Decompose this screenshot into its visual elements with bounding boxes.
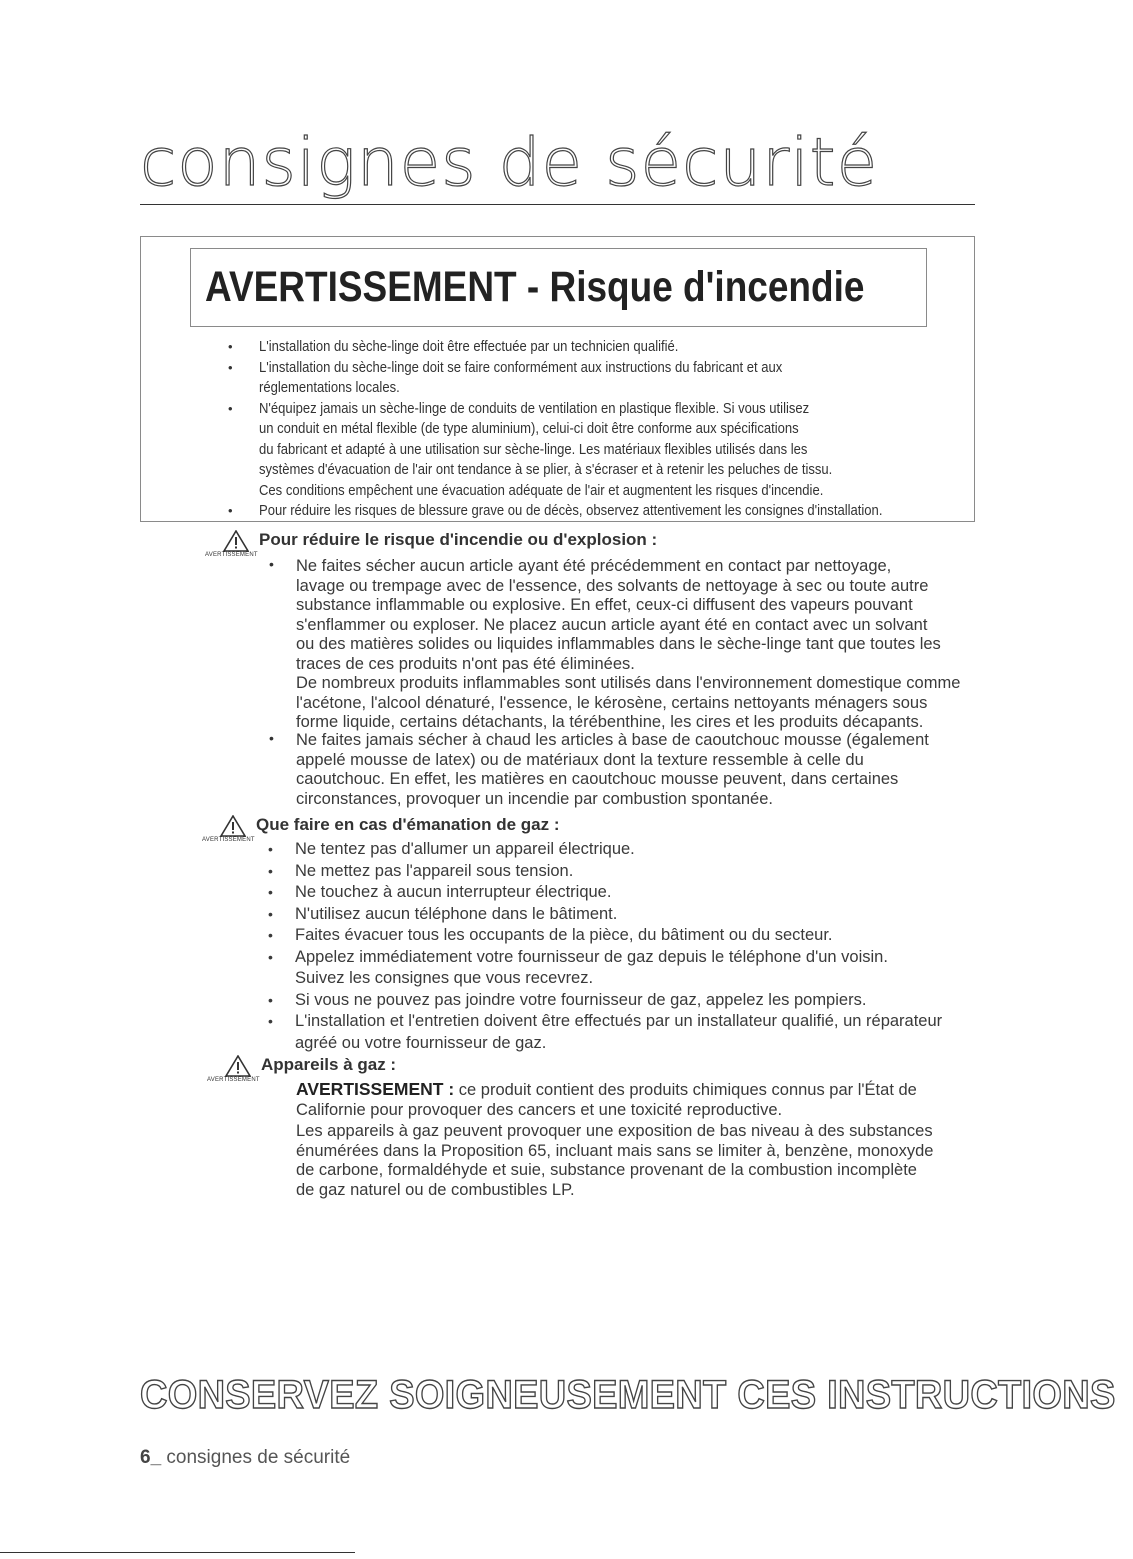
page-title: consignes de sécurité <box>140 130 975 205</box>
list-item: • L'installation du sèche-linge doit être effectuée par un technicien qualifié. <box>228 337 968 358</box>
bullet: • <box>269 556 274 572</box>
list-item: • Ne mettez pas l'appareil sous tension. <box>268 861 988 883</box>
footer-banner: CONSERVEZ SOIGNEUSEMENT CES INSTRUCTIONS <box>140 1373 1116 1417</box>
warning-badge <box>202 815 262 845</box>
list-item: • Ne touchez à aucun interrupteur électrique. <box>268 882 988 904</box>
list-item: • L'installation du sèche-linge doit se faire conformément aux instructions du fabricant et aux réglementations locales. <box>228 358 968 399</box>
gas-leak-list <box>268 839 988 1054</box>
explosion-paragraph-1: Ne faites sécher aucun article ayant été précédemment en contact par nettoyage, lavage ou trempage avec de l'essence, des solvants de nettoyage à sec ou toute autre substance inflammable ou explosive. En effet, ceux-ci diffusent des vapeurs pouvant s'enflammer ou exploser. Ne placez aucun article ayant été en contact avec un solvant ou des matières solides ou liquides inflammables dans le sèche-linge tant que toutes les traces de ces produits n'ont pas été éliminées. De nombreux produits inflammables sont utilisés dans l'environnement domestique comme l'acétone, l'alcool dénaturé, l'essence, le kérosène, certains nettoyants ménagers sous forme liquide, certains détachants, la térébenthine, les cires et les produits décapants. <box>296 557 961 731</box>
list-item: • Si vous ne pouvez pas joindre votre fournisseur de gaz, appelez les pompiers. <box>268 990 988 1012</box>
bottom-divider <box>0 1552 355 1553</box>
list-item: • Appelez immédiatement votre fournisseur de gaz depuis le téléphone d'un voisin. Suivez les consignes que vous recevrez. <box>268 947 988 990</box>
section-title: Que faire en cas d'émanation de gaz : <box>256 815 560 834</box>
fire-warning-banner <box>190 248 927 327</box>
page-footer <box>140 1447 350 1469</box>
list-item: • N'utilisez aucun téléphone dans le bâtiment. <box>268 904 988 926</box>
footer-label: consignes de sécurité <box>161 1447 351 1468</box>
warning-triangle-icon <box>225 1055 251 1077</box>
warning-tag: AVERTISSEMENT <box>205 552 258 558</box>
list-item: • N'équipez jamais un sèche-linge de conduits de ventilation en plastique flexible. Si vous utilisez un conduit en métal flexible (de type aluminium), celui-ci doit être conforme aux spécifications du fabricant et adapté à une utilisation sur sèche-linge. Les matériaux flexibles utilisés dans les systèmes d'évacuation de l'air ont tendance à se plier, à s'écraser et à retenir les peluches de tissu. Ces conditions empêchent une évacuation adéquate de l'air et augmentent les risques d'incendie. <box>228 399 968 502</box>
bullet: • <box>269 730 274 746</box>
warning-tag: AVERTISSEMENT <box>207 1077 260 1083</box>
list-item: • Pour réduire les risques de blessure grave ou de décès, observez attentivement les consignes d'installation. <box>228 501 968 522</box>
warning-triangle-icon <box>223 530 249 552</box>
list-item: • Faites évacuer tous les occupants de la pièce, du bâtiment ou du secteur. <box>268 925 988 947</box>
fire-warning-list <box>228 337 968 522</box>
warning-label: AVERTISSEMENT : <box>296 1079 455 1099</box>
gas-appliances-paragraph-1: AVERTISSEMENT : ce produit contient des produits chimiques connus par l'État de Californie pour provoquer des cancers et une toxicité reproductive. <box>296 1079 917 1119</box>
list-item: • L'installation et l'entretien doivent être effectués par un installateur qualifié, un réparateur agréé ou votre fournisseur de gaz. <box>268 1011 988 1054</box>
section-title: Pour réduire le risque d'incendie ou d'explosion : <box>259 530 658 549</box>
warning-badge <box>205 530 265 560</box>
warning-triangle-icon <box>220 815 246 837</box>
explosion-paragraph-2: Ne faites jamais sécher à chaud les articles à base de caoutchouc mousse (également appelé mousse de latex) ou de matériaux dont la texture ressemble à celle du caoutchouc. En effet, les matières en caoutchouc mousse peuvent, dans certaines circonstances, provoquer un incendie par combustion spontanée. <box>296 731 929 808</box>
list-item: • Ne tentez pas d'allumer un appareil électrique. <box>268 839 988 861</box>
fire-warning-title: AVERTISSEMENT - Risque d'incendie <box>205 263 865 311</box>
section-title: Appareils à gaz : <box>261 1055 397 1074</box>
page-number: 6_ <box>140 1447 162 1468</box>
gas-appliances-paragraph-2: Les appareils à gaz peuvent provoquer une exposition de bas niveau à des substances énumérées dans la Proposition 65, incluant mais sans se limiter à, benzène, monoxyde de carbone, formaldéhyde et suie, substance provenant de la combustion incomplète de gaz naturel ou de combustibles LP. <box>296 1122 934 1199</box>
warning-badge <box>207 1055 267 1085</box>
warning-tag: AVERTISSEMENT <box>202 837 255 843</box>
